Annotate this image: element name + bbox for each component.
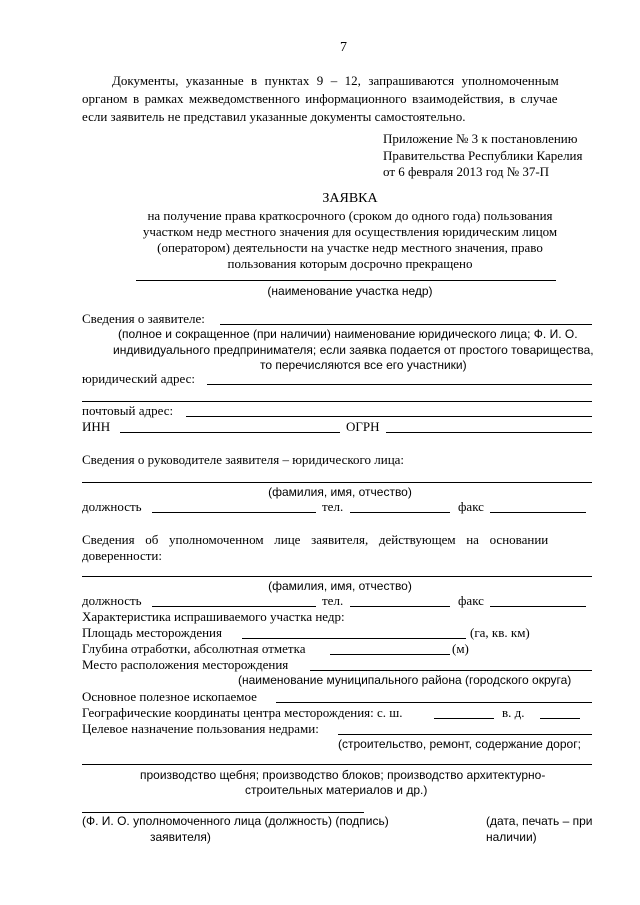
- coords-lon-label: в. д.: [502, 705, 525, 720]
- appendix-line-3: от 6 февраля 2013 год № 37-П: [383, 164, 550, 179]
- coords-label: Географические координаты центра месторождения: с. ш.: [82, 705, 403, 720]
- inn-field[interactable]: [120, 432, 340, 433]
- page-number: 7: [340, 40, 347, 55]
- postal-address-label: почтовый адрес:: [82, 403, 174, 418]
- depth-unit: (м): [452, 641, 469, 656]
- plot-name-field[interactable]: [136, 280, 556, 281]
- form-subtitle-4: пользования которым досрочно прекращено: [227, 256, 473, 271]
- purpose-caption-1: (строительство, ремонт, содержание дорог;: [338, 737, 581, 751]
- applicant-caption-2: индивидуального предпринимателя; если заявка подается от простого товарищества,: [113, 343, 594, 357]
- applicant-caption-1: (полное и сокращенное (при наличии) наименование юридического лица; Ф. И. О.: [118, 327, 578, 341]
- legal-address-field-2[interactable]: [82, 401, 592, 402]
- postal-address-field[interactable]: [186, 416, 592, 417]
- representative-position-label: должность: [82, 593, 142, 608]
- intro-line-1: Документы, указанные в пунктах 9 – 12, запрашиваются уполномоченным: [112, 73, 559, 88]
- inn-label: ИНН: [82, 419, 111, 434]
- representative-line-1: Сведения об уполномоченном лице заявителя, действующем на основании: [82, 532, 549, 547]
- applicant-caption-3: то перечисляются все его участники): [260, 358, 467, 372]
- plot-name-caption: (наименование участка недр): [267, 284, 433, 298]
- mineral-field[interactable]: [276, 702, 592, 703]
- applicant-label: Сведения о заявителе:: [82, 311, 205, 326]
- date-caption-2: наличии): [486, 830, 537, 844]
- coords-lon-field[interactable]: [540, 718, 580, 719]
- depth-label: Глубина отработки, абсолютная отметка: [82, 641, 306, 656]
- purpose-label: Целевое назначение пользования недрами:: [82, 721, 319, 736]
- legal-address-field[interactable]: [207, 384, 592, 385]
- intro-line-2: органом в рамках межведомственного информационного взаимодействия, в случае: [82, 91, 558, 106]
- applicant-name-field[interactable]: [220, 324, 592, 325]
- representative-fax-field[interactable]: [490, 606, 586, 607]
- location-field[interactable]: [310, 670, 592, 671]
- location-label: Место расположения месторождения: [82, 657, 289, 672]
- head-fax-field[interactable]: [490, 512, 586, 513]
- head-position-field[interactable]: [152, 512, 316, 513]
- head-fio-caption: (фамилия, имя, отчество): [268, 485, 412, 499]
- form-subtitle-3: (оператором) деятельности на участке недр местного значения, право: [157, 240, 543, 255]
- head-tel-field[interactable]: [350, 512, 450, 513]
- area-unit: (га, кв. км): [470, 625, 530, 640]
- depth-field[interactable]: [330, 654, 450, 655]
- representative-fio-caption: (фамилия, имя, отчество): [268, 579, 412, 593]
- signature-caption-2: заявителя): [150, 830, 211, 844]
- appendix-line-2: Правительства Республики Карелия: [383, 148, 583, 163]
- head-fio-field[interactable]: [82, 482, 592, 483]
- purpose-field-2[interactable]: [82, 764, 592, 765]
- legal-address-label: юридический адрес:: [82, 371, 195, 386]
- representative-tel-label: тел.: [322, 593, 344, 608]
- purpose-field[interactable]: [338, 734, 592, 735]
- form-subtitle-2: участком недр местного значения для осуществления юридическим лицом: [142, 224, 558, 239]
- representative-position-field[interactable]: [152, 606, 316, 607]
- coords-lat-field[interactable]: [434, 718, 494, 719]
- head-label: Сведения о руководителе заявителя – юридического лица:: [82, 452, 405, 467]
- ogrn-field[interactable]: [386, 432, 592, 433]
- representative-fio-field[interactable]: [82, 576, 592, 577]
- head-position-label: должность: [82, 499, 142, 514]
- representative-line-2: доверенности:: [82, 548, 162, 563]
- area-field[interactable]: [242, 638, 466, 639]
- representative-tel-field[interactable]: [350, 606, 450, 607]
- area-label: Площадь месторождения: [82, 625, 222, 640]
- location-caption: (наименование муниципального района (городского округа): [238, 673, 572, 687]
- intro-line-3: если заявитель не представил указанные документы самостоятельно.: [82, 109, 466, 124]
- date-caption-1: (дата, печать – при: [486, 814, 593, 828]
- ogrn-label: ОГРН: [346, 419, 380, 434]
- head-fax-label: факс: [458, 499, 484, 514]
- representative-fax-label: факс: [458, 593, 484, 608]
- mineral-label: Основное полезное ископаемое: [82, 689, 257, 704]
- signature-field[interactable]: [82, 812, 364, 813]
- plot-characteristics-label: Характеристика испрашиваемого участка недр:: [82, 609, 345, 624]
- head-tel-label: тел.: [322, 499, 344, 514]
- purpose-caption-2: производство щебня; производство блоков; производство архитектурно-: [140, 768, 546, 782]
- form-subtitle-1: на получение права краткосрочного (сроком до одного года) пользования: [147, 208, 553, 223]
- appendix-line-1: Приложение № 3 к постановлению: [383, 131, 578, 146]
- form-title: ЗАЯВКА: [322, 191, 378, 206]
- purpose-caption-3: строительных материалов и др.): [245, 783, 428, 797]
- signature-caption-1: (Ф. И. О. уполномоченного лица (должность) (подпись): [82, 814, 389, 828]
